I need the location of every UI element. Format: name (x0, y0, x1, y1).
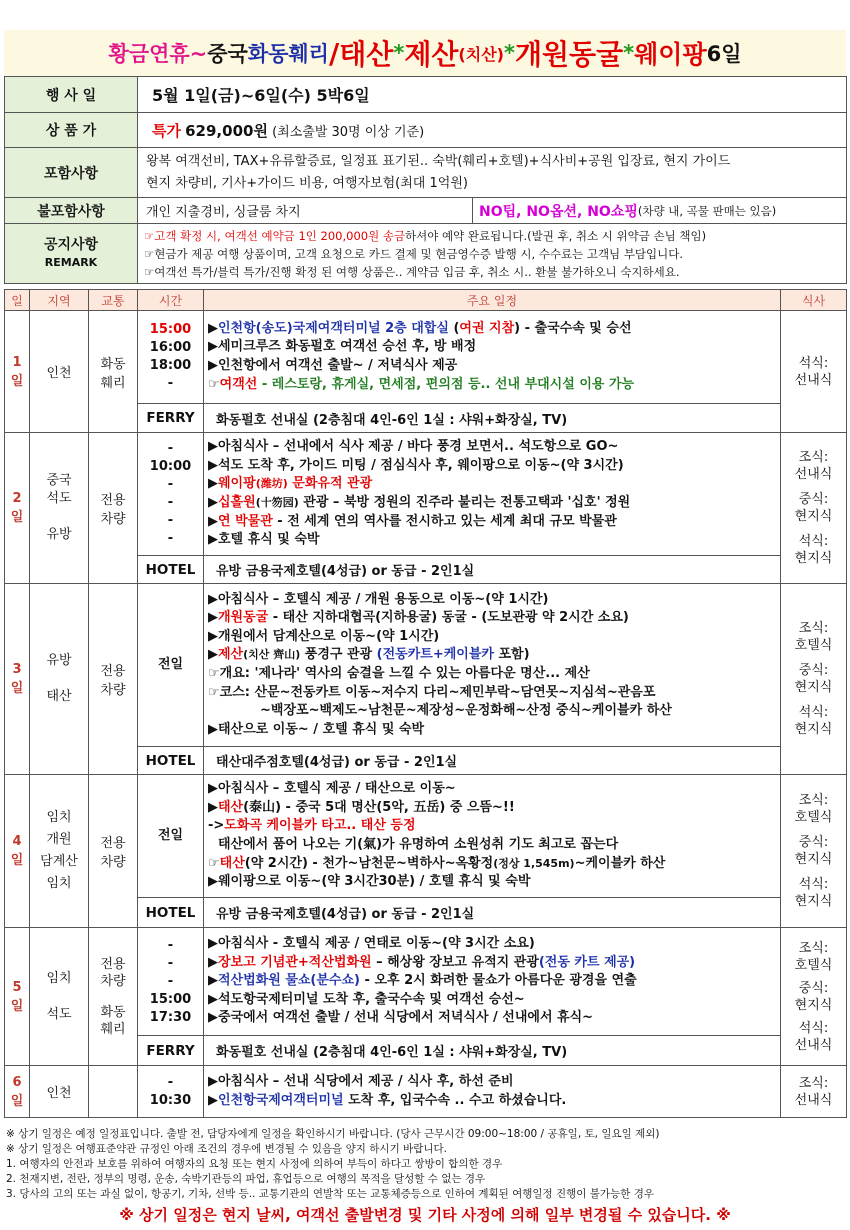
title-part: 개원동굴 (514, 38, 624, 71)
included-line: 현지 차량비, 기사+가이드 비용, 여행자보험(최대 1억원) (146, 175, 468, 191)
notice-highlight: 예약금 1인 200,000원 송금 (261, 228, 406, 243)
time-list: 15:00 16:00 18:00 - (138, 311, 204, 404)
day-row-6 (5, 1066, 847, 1118)
notice-line: ☞현금가 제공 여행 상품이며, 고객 요청으로 카드 결제 및 현금영수증 발행 시, 수수료는 고객님 부담입니다. (144, 246, 684, 261)
info-label (5, 224, 138, 284)
meal-info: 석식: 선내식 (781, 311, 847, 433)
final-notice: ※ 상기 일정은 현지 날씨, 여객선 출발변경 및 기타 사정에 의해 일부 변경될 수 있습니다. ※ (119, 1205, 731, 1224)
region: 임치 개원 담계산 임치 (30, 775, 89, 928)
transport (89, 1066, 138, 1118)
region: 중국 석도 유방 (30, 433, 89, 584)
title-part: 태산 (339, 38, 394, 71)
no-shopping-sub: (차량 내, 곡물 판매는 있음) (637, 203, 777, 218)
info-value (138, 198, 847, 224)
info-value (138, 113, 847, 148)
schedule-details: ▶아침식사 – 선내 식당에서 제공 / 식사 후, 하선 준비 ▶인천항국제여객터미널 도착 후, 입국수속 .. 수고 하셨습니다. (204, 1066, 781, 1118)
header-time: 시간 (138, 290, 204, 311)
meal-info: 조식: 호텔식 중식: 현지식 석식: 선내식 (781, 928, 847, 1066)
day-number: 2 일 (5, 433, 30, 584)
title-part: / (328, 36, 340, 70)
meal-info: 조식: 선내식 중식: 현지식 석식: 현지식 (781, 433, 847, 584)
title-part: 중국 (207, 42, 248, 66)
info-label: 상 품 가 (5, 113, 138, 148)
header-transport: 교통 (89, 290, 138, 311)
footnote: 1. 여행자의 안전과 보호를 위하여 여행자의 요청 또는 현지 사정에 의하여 부득이 하다고 쌍방이 합의한 경우 (6, 1158, 503, 1170)
schedule-details: ▶아침식사 – 호텔식 제공 / 개원 용동으로 이동~(약 1시간) ▶개원동굴 - 태산 지하대협곡(지하용굴) 동굴 - (도보관광 약 2시간 소요) ▶개원에서 담계산으로 이동~(약 1시간) ▶제산(치산 齊山) 풍경구 관광 (전동카트+케이블카 포함) ☞개요: '제나라' 역사의 숨결을 느낄 수 있는 아름다운 명산... 제산 ☞코스: 산문~전동카트 이동~저수지 다리~제민부락~담연못~지심석~관음포 ~백장포~백제도~남천문~제장성~운정화해~산정 중식~케이블카 하산 ▶태산으로 이동~ / 호텔 휴식 및 숙박 (204, 584, 781, 747)
day-number: 3 일 (5, 584, 30, 775)
no-shopping-note (473, 198, 776, 223)
notice-line: ☞여객선 특가/블럭 특가/진행 확정 된 여행 상품은.. 계약금 입금 후, 취소 시.. 환불 불가하오니 숙지하세요. (144, 264, 680, 279)
schedule-details: ▶아침식사 - 호텔식 제공 / 연태로 이동~(약 3시간 소요) ▶장보고 기념관+적산법화원 – 해상왕 장보고 유적지 관광(전동 카트 제공) ▶적산법화원 물쇼(분수쇼) - 오후 2시 화려한 물쇼가 아름다운 광경을 연출 ▶석도항국제터미널 도착 후, 출국수속 및 여객선 승선~ ▶중국에서 여객선 출발 / 선내 식당에서 저녁식사 / 선내에서 휴식~ (204, 928, 781, 1036)
time-list: 전일 (138, 775, 204, 898)
region: 임치 석도 (30, 928, 89, 1066)
title-part: * (623, 41, 635, 65)
day-number: 5 일 (5, 928, 30, 1066)
info-row-notice (5, 224, 847, 284)
info-value: 5월 1일(금)~6일(수) 5박6일 (138, 77, 847, 113)
header-region: 지역 (30, 290, 89, 311)
price-special: 특가 (152, 121, 181, 140)
header-day: 일 (5, 290, 30, 311)
meal-info: 조식: 호텔식 중식: 현지식 석식: 현지식 (781, 584, 847, 775)
schedule-table (4, 289, 847, 1118)
info-label: 불포함사항 (5, 198, 138, 224)
day-row-3 (5, 584, 847, 747)
day-row-2 (5, 433, 847, 556)
time-list: 전일 (138, 584, 204, 747)
time-list: - - - 15:00 17:30 (138, 928, 204, 1036)
price-note: (최소출발 30명 이상 기준) (272, 124, 425, 140)
notice-sub-label: REMARK (44, 255, 98, 269)
stay-label: HOTEL (138, 898, 204, 928)
meal-info: 조식: 호텔식 중식: 현지식 석식: 현지식 (781, 775, 847, 928)
footnote: 2. 천재지변, 전란, 정부의 명령, 운송, 숙박기관등의 파업, 휴업등으로 여행의 목적을 달성할 수 없는 경우 (6, 1173, 486, 1185)
schedule-header (5, 290, 847, 311)
notice-label: 공지사항 (43, 236, 99, 253)
page-title (4, 30, 846, 76)
info-value (138, 148, 847, 198)
schedule-details: ▶아침식사 – 선내에서 식사 제공 / 바다 풍경 보면서.. 석도항으로 GO~ ▶석도 도착 후, 가이드 미팅 / 점심식사 후, 웨이팡으로 이동~(약 3시간) ▶웨이팡(潍坊) 문화유적 관광 ▶십홀원(十笏园) 관광 – 북방 정원의 진주라 불리는 전통고택과 '십호' 정원 ▶연 박물관 - 전 세계 연의 역사를 전시하고 있는 세계 최대 규모 박물관 ▶호텔 휴식 및 숙박 (204, 433, 781, 556)
footnote: ※ 상기 일정은 여행표준약관 규정인 아래 조건의 경우에 변경될 수 있음을 양지 하시기 바랍니다. (6, 1143, 447, 1155)
info-row-included (5, 148, 847, 198)
time-list: - 10:00 - - - - (138, 433, 204, 556)
footnote: 3. 당사의 고의 또는 과실 없이, 항공기, 기차, 선박 등.. 교통기관의 연발착 또는 교통체증등으로 인하여 계획된 여행일정 진행이 불가능한 경우 (6, 1188, 654, 1200)
stay-detail: 유방 금용국제호텔(4성급) or 동급 - 2인1실 (204, 556, 781, 584)
region: 인천 (30, 311, 89, 433)
info-label: 포함사항 (5, 148, 138, 198)
included-line: 왕복 여객선비, TAX+유류할증료, 일정표 표기된.. 숙박(훼리+호텔)+식사비+공원 입장료, 현지 가이드 (146, 153, 731, 169)
excluded-value: 개인 지출경비, 싱글룸 차지 (138, 198, 473, 223)
stay-detail: 화동펄호 선내실 (2층침대 4인-6인 1실 : 샤워+화장실, TV) (204, 404, 781, 433)
transport: 전용 차량 (89, 433, 138, 584)
info-row-excluded (5, 198, 847, 224)
region: 인천 (30, 1066, 89, 1118)
time-list: - 10:30 (138, 1066, 204, 1118)
transport: 전용 차량 (89, 775, 138, 928)
title-part: * (393, 41, 405, 65)
header-schedule: 주요 일정 (204, 290, 781, 311)
info-table (4, 76, 847, 284)
meal-info: 조식: 선내식 (781, 1066, 847, 1118)
title-part: (치산) (458, 44, 504, 64)
title-part: 6일 (706, 42, 742, 66)
title-part: 황금연휴~ (108, 42, 208, 66)
info-row-date (5, 77, 847, 113)
notice-text: ☞고객 확정 시, 여객선 (144, 228, 262, 243)
title-part: 화동훼리 (247, 42, 329, 66)
stay-detail: 태산대주점호텔(4성급) or 동급 - 2인1실 (204, 747, 781, 775)
footnotes (6, 1127, 846, 1202)
schedule-details: ▶인천항(송도)국제여객터미널 2층 대합실 (여권 지참) - 출국수속 및 승선 ▶세미크루즈 화동펄호 여객선 승선 후, 방 배정 ▶인천항에서 여객선 출발~ / 저녁식사 제공 ☞여객선 - 레스토랑, 휴게실, 면세점, 편의점 등.. 선내 부대시설 이용 가능 (204, 311, 781, 404)
header-meal: 식사 (781, 290, 847, 311)
notice-line (144, 227, 838, 245)
day-number: 4 일 (5, 775, 30, 928)
price-value: 629,000원 (185, 121, 268, 140)
day-number: 1 일 (5, 311, 30, 433)
stay-label: FERRY (138, 1036, 204, 1066)
transport: 전용 차량 화동 훼리 (89, 928, 138, 1066)
day-row-4 (5, 775, 847, 898)
info-label: 행 사 일 (5, 77, 138, 113)
day-row-1 (5, 311, 847, 404)
footnote: ※ 상기 일정은 예정 일정표입니다. 출발 전, 담당자에게 일정을 확인하시기 바랍니다. (당사 근무시간 09:00~18:00 / 공휴일, 토, 일요일 제외) (6, 1128, 660, 1140)
title-part: 웨이팡 (634, 40, 707, 69)
title-part: 제산 (404, 38, 459, 71)
info-row-price (5, 113, 847, 148)
stay-label: HOTEL (138, 556, 204, 584)
transport: 화동 훼리 (89, 311, 138, 433)
stay-label: HOTEL (138, 747, 204, 775)
title-part: * (503, 41, 515, 65)
notice-text: 하셔야 예약 완료됩니다.(발권 후, 취소 시 위약금 손님 책임) (405, 228, 707, 243)
day-row-5 (5, 928, 847, 1036)
transport: 전용 차량 (89, 584, 138, 775)
stay-detail: 유방 금용국제호텔(4성급) or 동급 - 2인1실 (204, 898, 781, 928)
region: 유방 태산 (30, 584, 89, 775)
stay-label: FERRY (138, 404, 204, 433)
schedule-details: ▶아침식사 – 호텔식 제공 / 태산으로 이동~ ▶태산(泰山) - 중국 5대 명산(5악, 五岳) 중 으뜸~!! ->도화곡 케이블카 타고.. 태산 등정 태산에서 품어 나오는 기(氣)가 유명하여 소원성취 기도 최고로 꼽는다 ☞태산(약 2시간) - 천가~남천문~벽하사~옥황정(정상 1,545m)~케이블카 하산 ▶웨이팡으로 이동~(약 3시간30분) / 호텔 휴식 및 숙박 (204, 775, 781, 898)
info-value (138, 224, 847, 284)
stay-detail: 화동펄호 선내실 (2층침대 4인-6인 1실 : 샤워+화장실, TV) (204, 1036, 781, 1066)
day-number: 6 일 (5, 1066, 30, 1118)
no-shopping: NO팁, NO옵션, NO쇼핑 (479, 203, 638, 220)
